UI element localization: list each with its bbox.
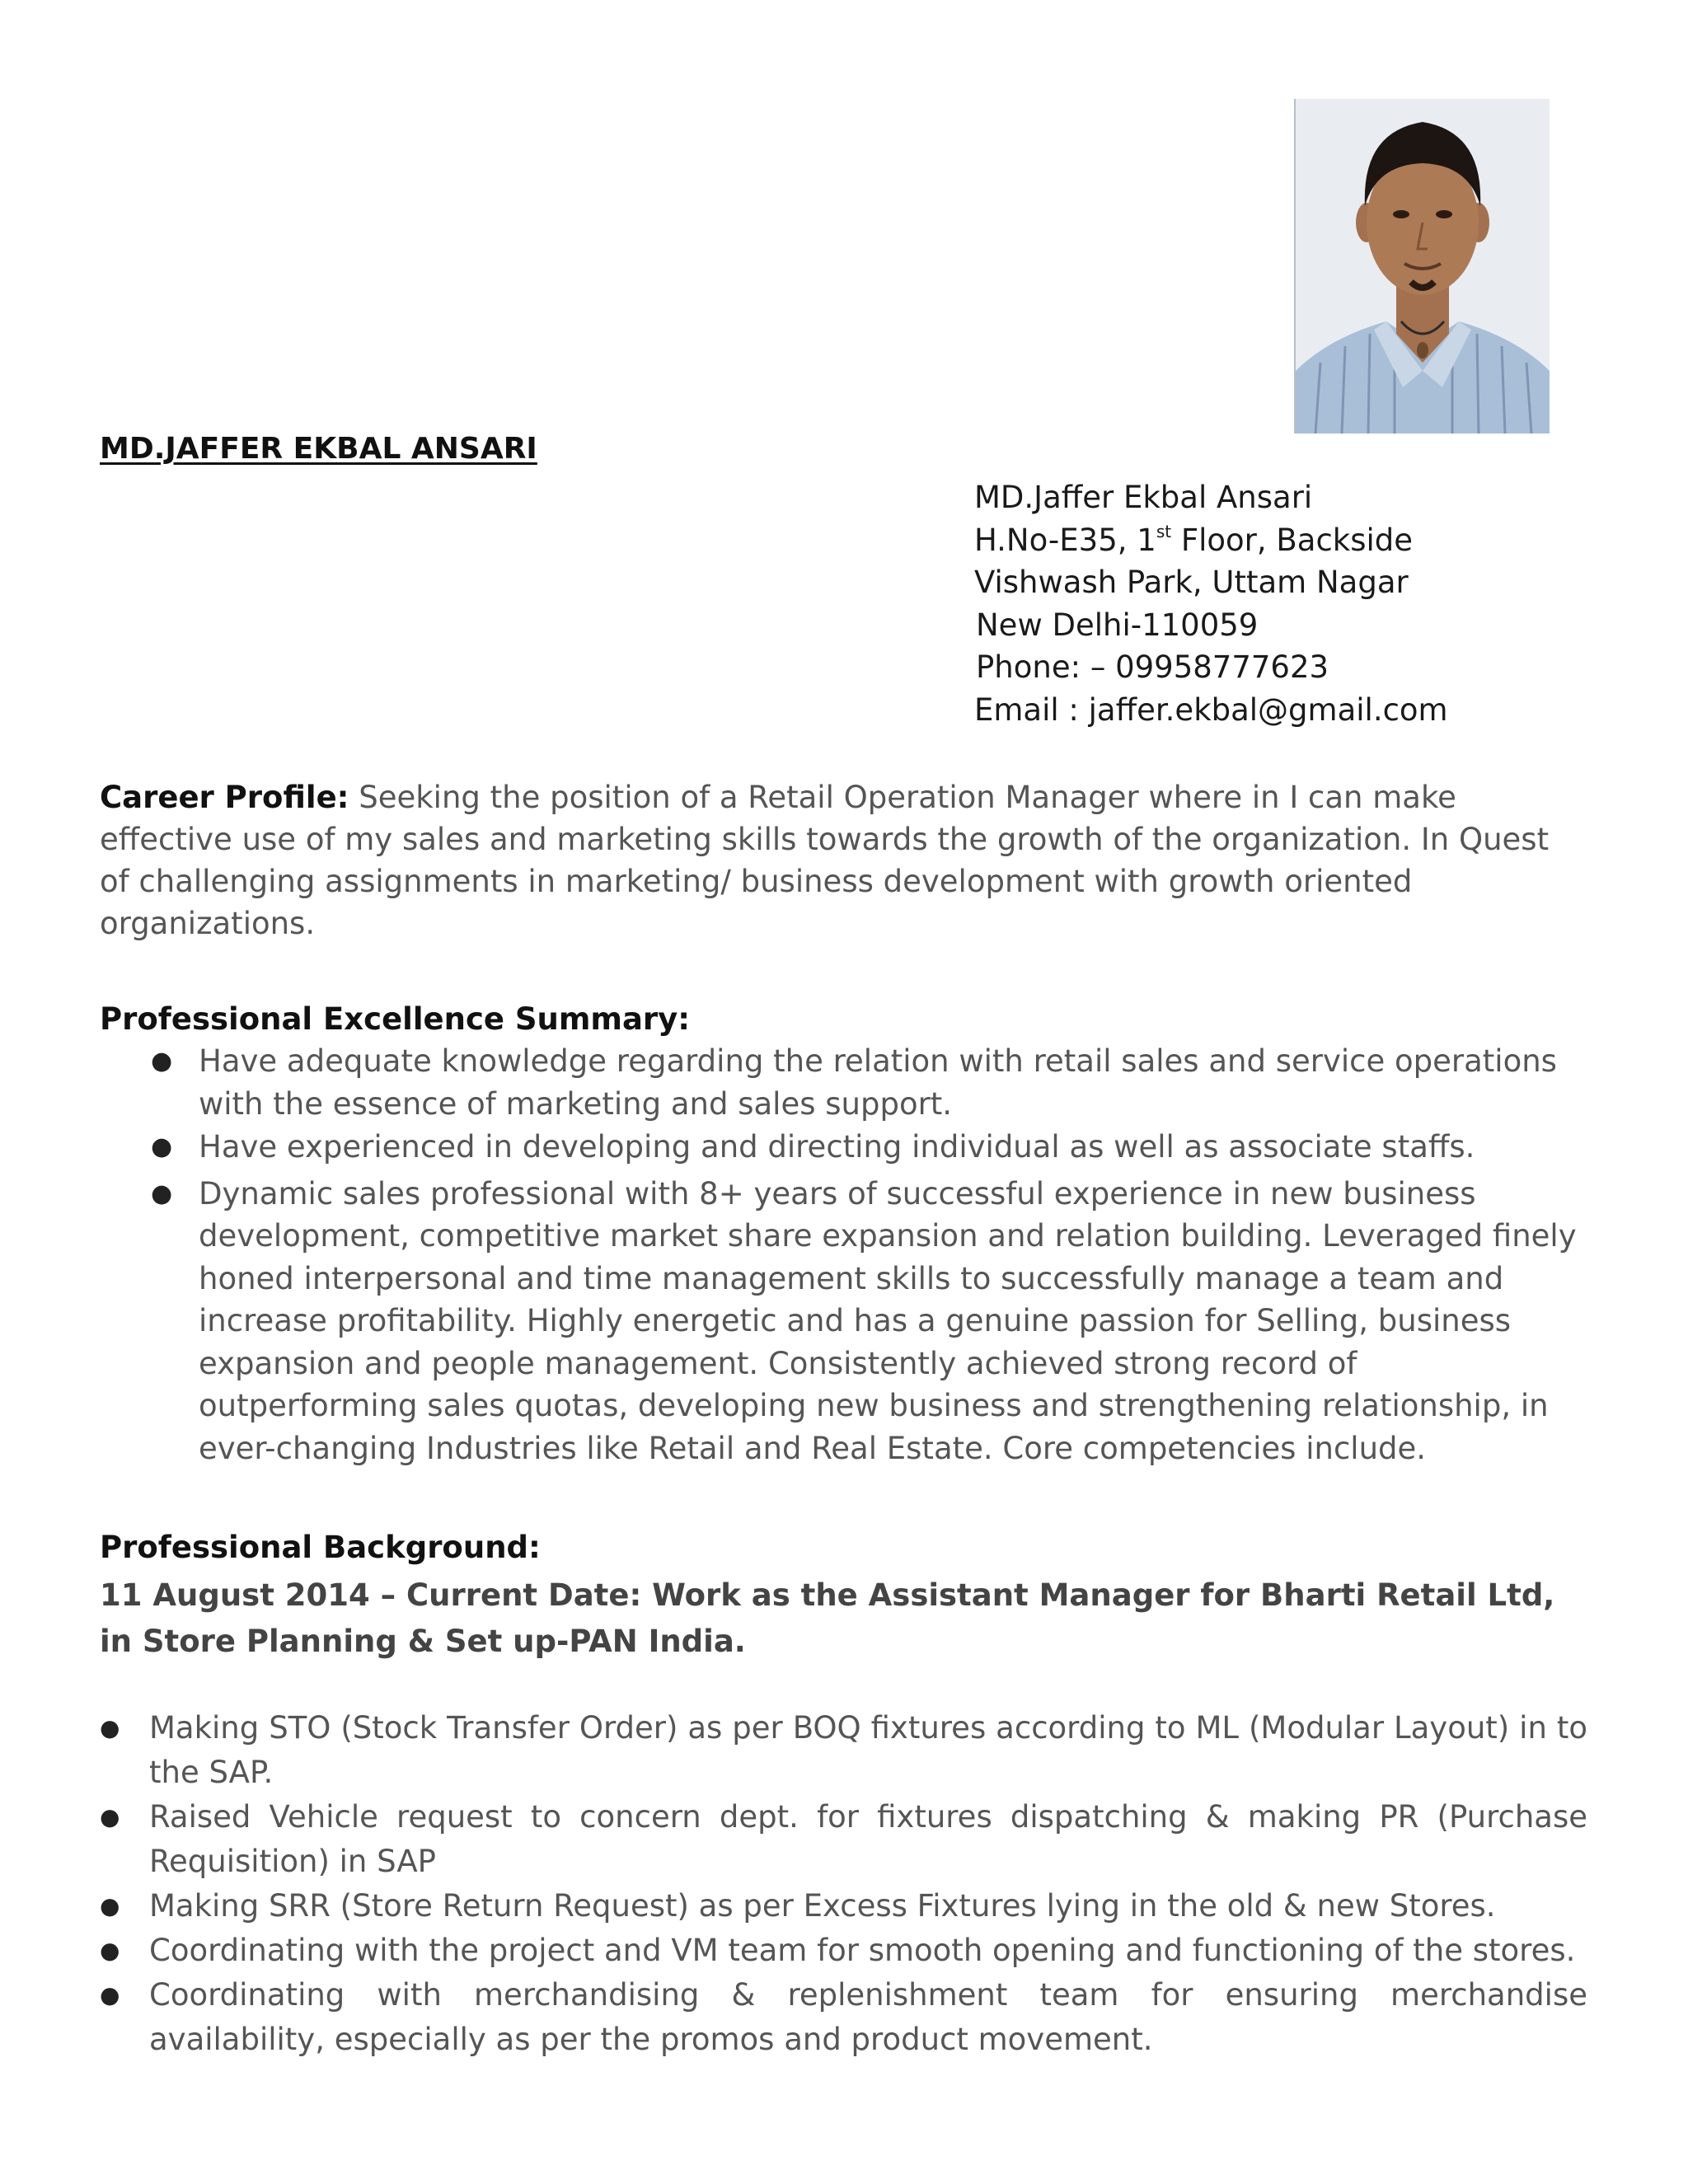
summary-heading: Professional Excellence Summary: — [100, 1001, 691, 1037]
list-item: ● Making SRR (Store Return Request) as per Excess Fixtures lying in the old & new Stores. — [100, 1884, 1587, 1929]
list-item: ● Coordinating with merchandising & replenishment team for ensuring merchandise availability, especially as per the promos and product movement. — [100, 1973, 1587, 2062]
address-prefix: H.No-E35, 1 — [974, 522, 1156, 558]
summary-list — [100, 1040, 1583, 1469]
background-heading: Professional Background: — [100, 1530, 541, 1565]
page-title: MD.JAFFER EKBAL ANSARI — [100, 432, 537, 466]
list-item: ● Coordinating with the project and VM team for smooth opening and functioning of the stores. — [100, 1929, 1587, 1973]
bullet-icon: ● — [151, 1179, 173, 1208]
contact-address-line3: New Delhi-110059 — [976, 607, 1259, 643]
address-superscript: st — [1156, 521, 1172, 541]
contact-email: Email : jaffer.ekbal@gmail.com — [974, 691, 1448, 728]
person-icon — [1296, 99, 1550, 434]
list-item: ● Have adequate knowledge regarding the relation with retail sales and service operations with the essence of marketing and sales support. — [100, 1040, 1583, 1125]
contact-name: MD.Jaffer Ekbal Ansari — [974, 480, 1313, 515]
bullet-icon: ● — [100, 1981, 120, 2008]
career-profile — [100, 776, 1550, 944]
bullet-icon: ● — [100, 1803, 120, 1830]
list-item: ● Raised Vehicle request to concern dept. for fixtures dispatching & making PR (Purchase Requisition) in SAP — [100, 1795, 1587, 1884]
bullet-icon: ● — [100, 1714, 120, 1741]
contact-address-line1 — [974, 519, 1448, 562]
list-item: ● Dynamic sales professional with 8+ years of successful experience in new business development, competitive market share expansion and relation building. Leveraged finely honed interpersonal and time management skills to successfully manage a team and increase profitability. Highly energetic and has a genuine passion for Selling, business expansion and people management. Consistently achieved strong record of outperforming sales quotas, developing new business and strengthening relationship, in ever-changing Industries like Retail and Real Estate. Core competencies include. — [100, 1173, 1583, 1470]
career-profile-text: Seeking the position of a Retail Operation Manager where in I can make effective use of my sales and marketing skills towards the growth of the organization. In Quest of challenging assignments in marketing/ business development with growth oriented organizations. — [100, 780, 1550, 941]
contact-block — [974, 476, 1448, 731]
list-item: ● Have experienced in developing and directing individual as well as associate staffs. — [100, 1126, 1583, 1169]
contact-address-line2: Vishwash Park, Uttam Nagar — [974, 565, 1409, 600]
bullet-icon: ● — [100, 1937, 120, 1964]
career-profile-label: Career Profile: — [100, 780, 349, 815]
background-list — [100, 1706, 1587, 2062]
list-item: ● Making STO (Stock Transfer Order) as per BOQ fixtures according to ML (Modular Layout) in to the SAP. — [100, 1706, 1587, 1795]
job-title: 11 August 2014 – Current Date: Work as the Assistant Manager for Bharti Retail Ltd, in Store Planning & Set up-PAN India. — [100, 1577, 1555, 1659]
address-suffix: Floor, Backside — [1171, 522, 1414, 558]
bullet-icon: ● — [151, 1047, 173, 1076]
contact-phone: Phone: – 09958777623 — [976, 649, 1329, 685]
portrait-photo — [1294, 99, 1550, 434]
bullet-icon: ● — [151, 1132, 173, 1161]
bullet-icon: ● — [100, 1892, 120, 1919]
